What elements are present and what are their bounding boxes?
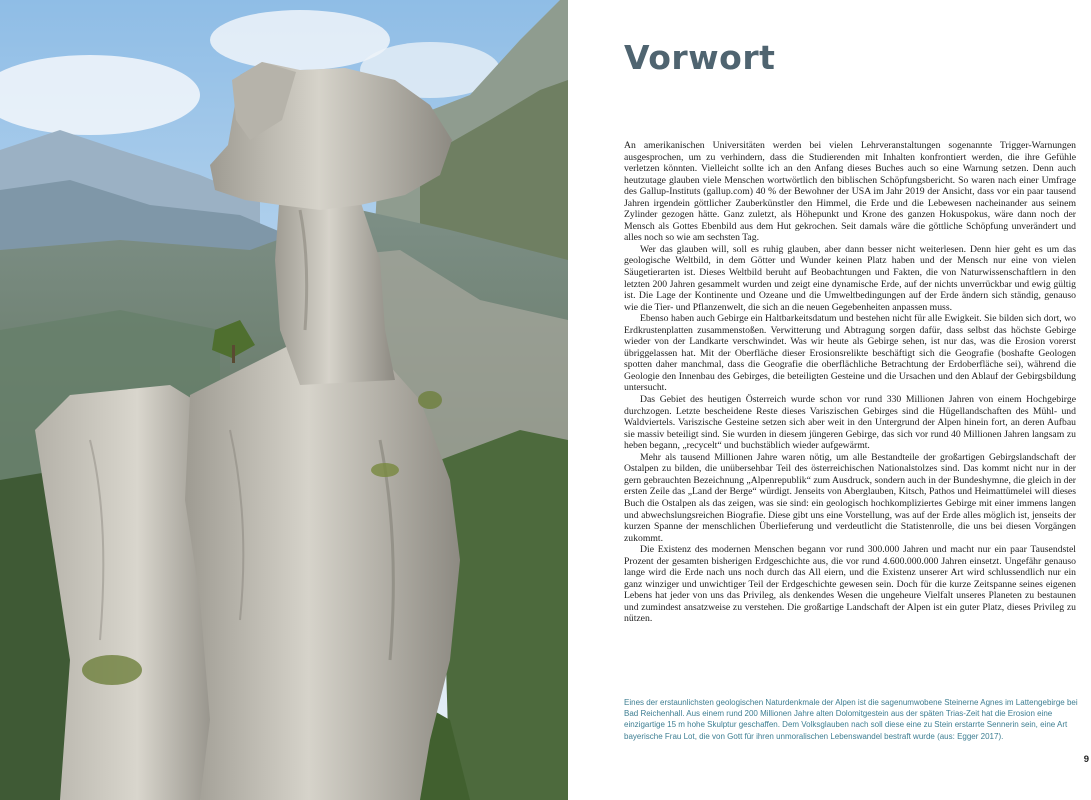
- page-title: Vorwort: [624, 38, 776, 77]
- text-page: [568, 0, 1091, 800]
- paragraph: An amerikanischen Universitäten werden bei vielen Lehrveranstaltungen sogenannte Trigger-Warnungen ausgesprochen, um zu verhindern, dass die Studierenden mit Inhalten konfrontiert werden, die ihre Gefühle verletzen könnten. Vielleicht sollte ich an den Anfang dieses Buches auch so eine Warnung setzen. Denn auch heutzutage glauben viele Menschen wortwörtlich den biblischen Schöpfungsbericht. So waren nach einer Umfrage des Gallup-Instituts (gallup.com) 40 % der Bewohner der USA im Jahr 2019 der Ansicht, dass vor ein paar tausend Jahren irgendein göttlicher Zauberkünstler den Himmel, die Erde und die Lebewesen nacheinander aus seinem Zylinder gezogen hätte. Ganz zuletzt, als Höhepunkt und Krone des ganzen Hokuspokus, wäre dann noch der Mensch als Gottes Ebenbild aus dem Hut gekrochen. Seit damals wäre die göttliche Schöpfung unverändert und alles noch so wie am sechsten Tag.: [624, 140, 1076, 244]
- body-text: [624, 140, 1076, 625]
- paragraph: Mehr als tausend Millionen Jahre waren nötig, um alle Bestandteile der großartigen Gebirgslandschaft der Ostalpen zu bilden, die unübersehbar Teil des österreichischen Nationalstolzes sind. Das kommt nicht nur in der gern gebrauchten Bezeichnung „Alpenrepublik“ zum Ausdruck, sondern auch in der Bundeshymne, die gleich in der ersten Zeile das „Land der Berge“ würdigt. Jenseits von Aberglauben, Kitsch, Pathos und Heimattümelei will dieses Buch die Ostalpen als das zeigen, was sie sind: ein geologisch hochkompliziertes Gebirge mit einer immens langen und abwechslungsreichen Biografie. Diese gibt uns eine Vorstellung, was auf der Erde alles möglich ist, jenseits der kurzen Spanne der menschlichen Überlieferung und verdeutlicht die Statistenrolle, die uns bei diesen Vorgängen zukommt.: [624, 451, 1076, 544]
- paragraph: Wer das glauben will, soll es ruhig glauben, aber dann besser nicht weiterlesen. Denn hier geht es um das geologische Weltbild, in dem Götter und Wunder keinen Platz haben und der Mensch nur eine von vielen Säugetierarten ist. Dieses Weltbild beruht auf Beobachtungen und Fakten, die von Naturwissenschaftlern in den letzten 200 Jahren gesammelt wurden und zeigt eine dynamische Erde, auf der nichts unverrückbar und ewig gültig ist. Die Lage der Kontinente und Ozeane und die Umweltbedingungen auf der Erde ändern sich ständig, genauso wie die Tier- und Pflanzenwelt, die sich an die neuen Gegebenheiten anpassen muss.: [624, 243, 1076, 313]
- paragraph: Das Gebiet des heutigen Österreich wurde schon vor rund 330 Millionen Jahren von einem Hochgebirge durchzogen. Letzte bescheidene Reste dieses Variszischen Gebirges sind die Hügellandschaften des Mühl- und Waldviertels. Variszische Gesteine setzen sich aber weit in den Untergrund der Alpen hinein fort, an deren Aufbau sie massiv beteiligt sind. Sie wurden in diesem jüngeren Gebirge, das sich vor rund 40 Millionen Jahren langsam zu heben begann, „recycelt“ und buchstäblich wieder aufgewärmt.: [624, 394, 1076, 452]
- page-number: 9: [1083, 754, 1089, 765]
- paragraph: Ebenso haben auch Gebirge ein Haltbarkeitsdatum und bestehen nicht für alle Ewigkeit. Sie bilden sich dort, wo Erdkrustenplatten zusammenstoßen. Verwitterung und Abtragung sorgen dafür, dass selbst das höchste Gebirge wieder von der Landkarte verschwindet. Was wir heute als Gebirge sehen, ist nur das, was die Erosion vorerst übriggelassen hat. Mit der Oberfläche dieser Erosionsrelikte beschäftigt sich die Geografie (boshafte Geologen spotten daher manchmal, dass die Geografie die oberflächliche Betrachtung der Erdoberfläche sei), während die Geologie den Innenbau des Gebirges, die beteiligten Gesteine und die Ursachen und den Ablauf der Gebirgsbildung untersucht.: [624, 313, 1076, 394]
- paragraph: Die Existenz des modernen Menschen begann vor rund 300.000 Jahren und macht nur ein paar Tausendstel Prozent der gesamten bisherigen Erdgeschichte aus, die vor rund 4.600.000.000 Jahren einsetzt. Ungefähr genauso lange wird die Erde nach uns noch durch das All eiern, und die Existenz unserer Art wird schlussendlich nur ein ganz winziger und unwichtiger Teil der Erdgeschichte gewesen sein. Doch für die kurze Zeitspanne seines eigenen Lebens hat jeder von uns das Privileg, als denkendes Wesen die ungeheure Vielfalt unseres Planeten zu bestaunen und zumindest ansatzweise zu verstehen. Die großartige Landschaft der Alpen ist ein guter Platz, dieses Privileg zu nützen.: [624, 544, 1076, 625]
- photo-caption: Eines der erstaunlichsten geologischen Naturdenkmale der Alpen ist die sagenumwobene Steinerne Agnes im Lattengebirge bei Bad Reichenhall. Aus einem rund 200 Millionen Jahre alten Dolomitgestein aus der späten Trias-Zeit hat die Erosion eine einzigartige 15 m hohe Skulptur geschaffen. Dem Volksglauben nach soll diese eine zu Stein erstarrte Sennerin sein, eine Art bayerische Frau Lot, die von Gott für ihren unmoralischen Lebenswandel bestraft wurde (aus: Egger 2017).: [624, 698, 1078, 741]
